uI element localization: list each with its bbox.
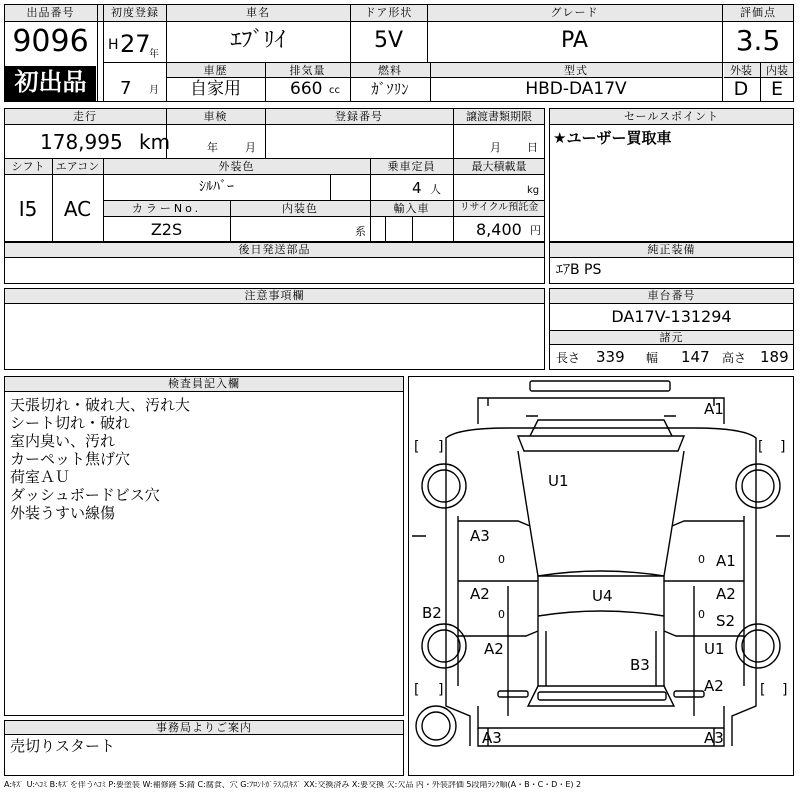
mark-zero: 0 [498, 553, 505, 566]
grade: PA [561, 28, 588, 53]
vehicle-history: 自家用 [190, 79, 241, 99]
registration-month-unit: 月 [149, 85, 159, 96]
mark-rear-right: A3 [704, 729, 724, 747]
grade-header: グレード [550, 6, 599, 19]
fuel: ｶﾞｿﾘﾝ [371, 80, 409, 98]
genuine-equipment-header: 純正装備 [647, 243, 696, 256]
mark-right-front-door: A1 [716, 552, 736, 570]
mark-right-panel: S2 [716, 612, 736, 630]
first-listing-label: 初出品 [14, 68, 87, 96]
note-line: 外装うすい線傷 [10, 504, 116, 522]
displacement-unit: cc [329, 85, 340, 96]
inspector-notes [10, 396, 190, 522]
width-label: 幅 [646, 351, 659, 365]
transfer-deadline-header: 譲渡書類期限 [466, 110, 532, 123]
genuine-equipment: ｴｱB PS [556, 262, 602, 278]
svg-text:[: [ [758, 439, 764, 455]
height-label: 高さ [722, 351, 747, 365]
sales-point: ★ユーザー買取車 [553, 129, 672, 147]
office-notice: 売切りスタート [10, 737, 116, 755]
mileage-header: 走行 [73, 110, 97, 123]
svg-text:[: [ [760, 682, 766, 698]
recycle-deposit: 8,400 [476, 220, 522, 239]
transfer-month-unit: 月 [490, 141, 501, 154]
exterior-score-header: 外装 [730, 64, 752, 77]
inspector-notes-header: 検査員記入欄 [168, 377, 240, 390]
mark-left-rear-door: A2 [470, 585, 490, 603]
mark-zero: 0 [698, 553, 705, 566]
door-type: 5V [373, 28, 404, 53]
mark-front: A1 [704, 400, 724, 418]
recycle-deposit-unit: 円 [530, 224, 541, 237]
specs-header: 諸元 [659, 331, 684, 344]
interior-color-header: 内装色 [282, 202, 318, 215]
svg-text:]: ] [438, 682, 444, 698]
door-type-header: ドア形状 [364, 6, 413, 19]
registration-number-header: 登録番号 [335, 110, 383, 123]
transfer-day-unit: 日 [527, 141, 538, 154]
mileage: 178,995 [40, 130, 123, 154]
registration-month: 7 [120, 78, 132, 99]
chassis-number-header: 車台番号 [647, 289, 696, 302]
capacity-header: 乗車定員 [387, 160, 436, 173]
inspection-month-unit: 月 [245, 141, 256, 154]
score-header: 評価点 [740, 6, 776, 19]
shift: I5 [18, 197, 38, 221]
svg-text:]: ] [782, 682, 788, 698]
history-header: 車歴 [203, 64, 228, 77]
exterior-color-header: 外装色 [218, 160, 255, 173]
svg-text:[: [ [414, 682, 420, 698]
mark-zero: 0 [698, 608, 705, 621]
office-notice-header: 事務局よりご案内 [156, 721, 252, 734]
mark-left-sill: B2 [422, 604, 442, 622]
mark-zero: 0 [498, 608, 505, 621]
mark-roof: U1 [548, 472, 569, 490]
chassis-number: DA17V-131294 [611, 307, 732, 326]
note-line: 荷室ＡＵ [10, 468, 71, 486]
car-diagram [408, 376, 794, 776]
mark-right-rear-lower: A2 [704, 677, 724, 695]
svg-text:]: ] [438, 439, 444, 455]
displacement: 660 [290, 79, 323, 99]
capacity-unit: 人 [430, 183, 441, 196]
caution-header: 注意事項欄 [244, 289, 305, 302]
svg-text:]: ] [780, 439, 786, 455]
length-label: 長さ [556, 351, 581, 365]
model-header: 型式 [564, 64, 588, 77]
exterior-score: D [733, 78, 749, 100]
lot-number-header: 出品番号 [26, 6, 75, 19]
note-line: カーペット焦げ穴 [10, 450, 131, 468]
width: 147 [681, 348, 710, 366]
max-load-header: 最大積載量 [471, 160, 527, 173]
capacity: 4 [412, 179, 422, 197]
length: 339 [596, 348, 625, 366]
note-line: シート切れ・破れ [10, 414, 131, 432]
import-header: 輸入車 [393, 202, 430, 215]
registration-year-unit: 年 [149, 49, 159, 60]
note-line: 室内臭い、汚れ [10, 432, 116, 450]
mark-left-rear: A2 [484, 640, 504, 658]
shift-header: シフト [11, 160, 45, 173]
note-line: 天張切れ・破れ大、汚れ大 [10, 396, 191, 414]
sales-point-header: セールスポイント [623, 110, 719, 123]
car-name-header: 車名 [246, 6, 270, 19]
lot-number: 9096 [12, 24, 89, 59]
interior-score: E [770, 78, 783, 100]
displacement-header: 排気量 [289, 64, 326, 77]
mark-floor: U4 [592, 587, 613, 605]
mileage-unit: km [139, 130, 171, 154]
score: 3.5 [735, 24, 781, 57]
mark-right-rear-door: A2 [716, 585, 736, 603]
recycle-deposit-header: リサイクル預託金 [459, 202, 539, 213]
detail-section [4, 108, 545, 242]
interior-color-unit: 系 [355, 225, 366, 238]
aircon-header: エアコン [55, 160, 100, 173]
inspection-header: 車検 [203, 110, 228, 123]
height: 189 [760, 348, 789, 366]
inspection-year-unit: 年 [207, 141, 218, 154]
exterior-color: ｼﾙﾊﾞｰ [199, 179, 234, 195]
registration-year: 27 [120, 30, 151, 58]
first-registration-header: 初度登録 [111, 6, 159, 19]
mark-rear-left: A3 [482, 729, 502, 747]
interior-score-header: 内装 [766, 64, 788, 77]
fuel-header: 燃料 [378, 64, 402, 77]
max-load-unit: kg [527, 185, 540, 196]
mark-left-front-door: A3 [470, 527, 490, 545]
mark-rear-center: B3 [630, 656, 650, 674]
color-number: Z2S [150, 220, 183, 239]
legend: A:ｷｽﾞ U:ﾍｺﾐ B:ｷｽﾞを伴うﾍｺﾐ P:要塗装 W:補修跡 S:錆 C:腐食、穴 G:ﾌﾛﾝﾄｶﾞﾗｽ点ｷｽﾞ XX:交換済み X:要交換 欠:欠品 内・外装評価 5段階ﾗﾝｸ順(A・B・C・D・E) 2 [4, 781, 582, 789]
note-line: ダッシュボードビス穴 [10, 486, 160, 504]
later-parts-header: 後日発送部品 [238, 243, 311, 256]
car-name: ｴﾌﾞﾘｲ [230, 28, 286, 53]
color-number-header: カラーNo. [131, 202, 202, 215]
registration-era: H [108, 37, 119, 53]
mark-right-rear-upper: U1 [704, 640, 725, 658]
svg-text:[: [ [414, 439, 420, 455]
aircon: AC [63, 197, 92, 221]
model-code: HBD-DA17V [525, 79, 627, 99]
